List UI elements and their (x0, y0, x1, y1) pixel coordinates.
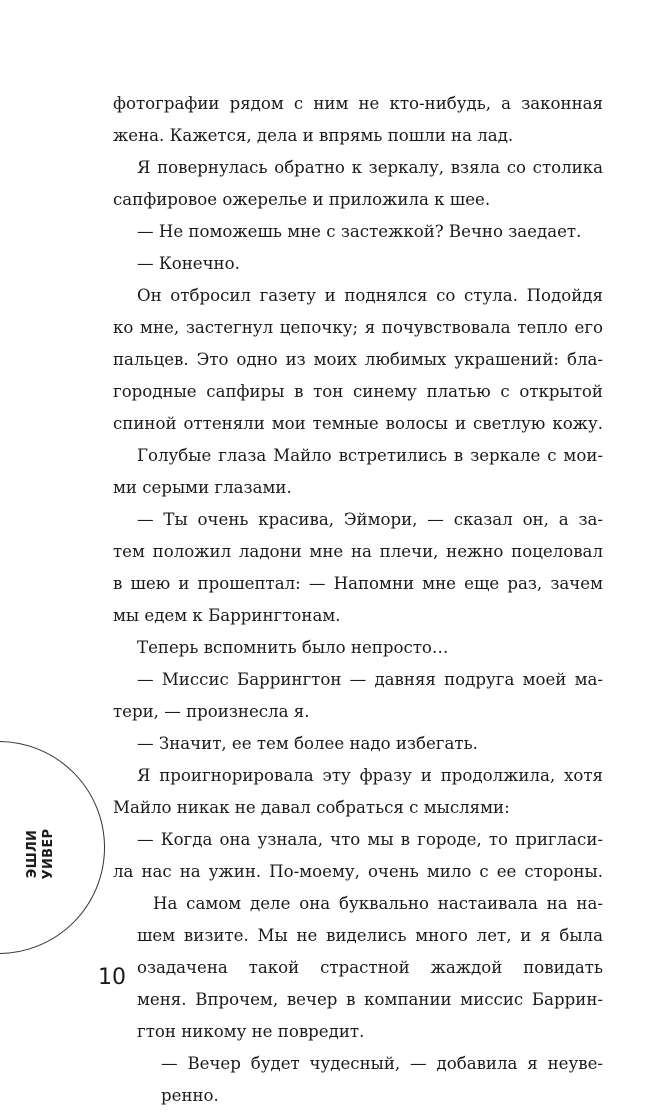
page-text (113, 88, 603, 1112)
text-line-21: — Значит, ее тем более надо избегать. (137, 734, 478, 753)
text-line-10: городные сапфиры в тон синему платью с открытой (113, 382, 603, 401)
text-line-29: меня. Впрочем, вечер в компании миссис Баррин- (137, 990, 603, 1009)
text-line-16: в шею и прошептал: — Напомни мне еще раз, зачем (113, 574, 603, 593)
text-line-26: На самом деле она буквально настаивала на на- (153, 894, 603, 913)
text-line-20: тери, — произнесла я. (113, 702, 310, 721)
text-line-5: — Не поможешь мне с застежкой? Вечно заедает. (137, 222, 582, 241)
text-line-7: Он отбросил газету и поднялся со стула. Подойдя (137, 286, 603, 305)
text-line-1: фотографии рядом с ним не кто-нибудь, а законная (113, 94, 603, 113)
text-line-30: гтон никому не повредит. (137, 1022, 365, 1041)
text-line-25: ла нас на ужин. По-моему, очень мило с ее стороны. (113, 862, 603, 881)
text-line-32: ренно. (161, 1086, 219, 1105)
text-line-8: ко мне, застегнул цепочку; я почувствовала тепло его (113, 318, 603, 337)
text-line-28: озадачена такой страстной жаждой повидать (137, 958, 603, 977)
text-line-2: жена. Кажется, дела и впрямь пошли на лад. (113, 126, 514, 145)
text-line-17: мы едем к Баррингтонам. (113, 606, 341, 625)
text-line-27: шем визите. Мы не виделись много лет, и я была (137, 926, 603, 945)
author-first-name: ЭШЛИ (25, 829, 40, 879)
text-line-12: Голубые глаза Майло встретились в зеркале с мои- (137, 446, 603, 465)
text-line-23: Майло никак не давал собраться с мыслями: (113, 798, 510, 817)
text-line-14: — Ты очень красива, Эймори, — сказал он, а за- (137, 510, 603, 529)
text-line-13: ми серыми глазами. (113, 478, 292, 497)
text-line-24: — Когда она узнала, что мы в городе, то пригласи- (137, 830, 603, 849)
text-line-11: спиной оттеняли мои темные волосы и светлую кожу. (113, 414, 603, 433)
text-line-19: — Миссис Баррингтон — давняя подруга моей ма- (137, 670, 603, 689)
author-tab-label (25, 809, 65, 899)
text-line-31: — Вечер будет чудесный, — добавила я неуве- (161, 1054, 603, 1073)
author-last-name: УИВЕР (41, 828, 56, 880)
text-line-3: Я повернулась обратно к зеркалу, взяла со столика (137, 158, 603, 177)
text-line-22: Я проигнорировала эту фразу и продолжила, хотя (137, 766, 603, 785)
text-line-6: — Конечно. (137, 254, 240, 273)
text-line-4: сапфировое ожерелье и приложила к шее. (113, 190, 491, 209)
text-line-9: пальцев. Это одно из моих любимых украшений: бла- (113, 350, 603, 369)
text-line-18: Теперь вспомнить было непросто… (137, 638, 449, 657)
page-number: 10 (98, 965, 126, 990)
text-line-15: тем положил ладони мне на плечи, нежно поцеловал (113, 542, 603, 561)
